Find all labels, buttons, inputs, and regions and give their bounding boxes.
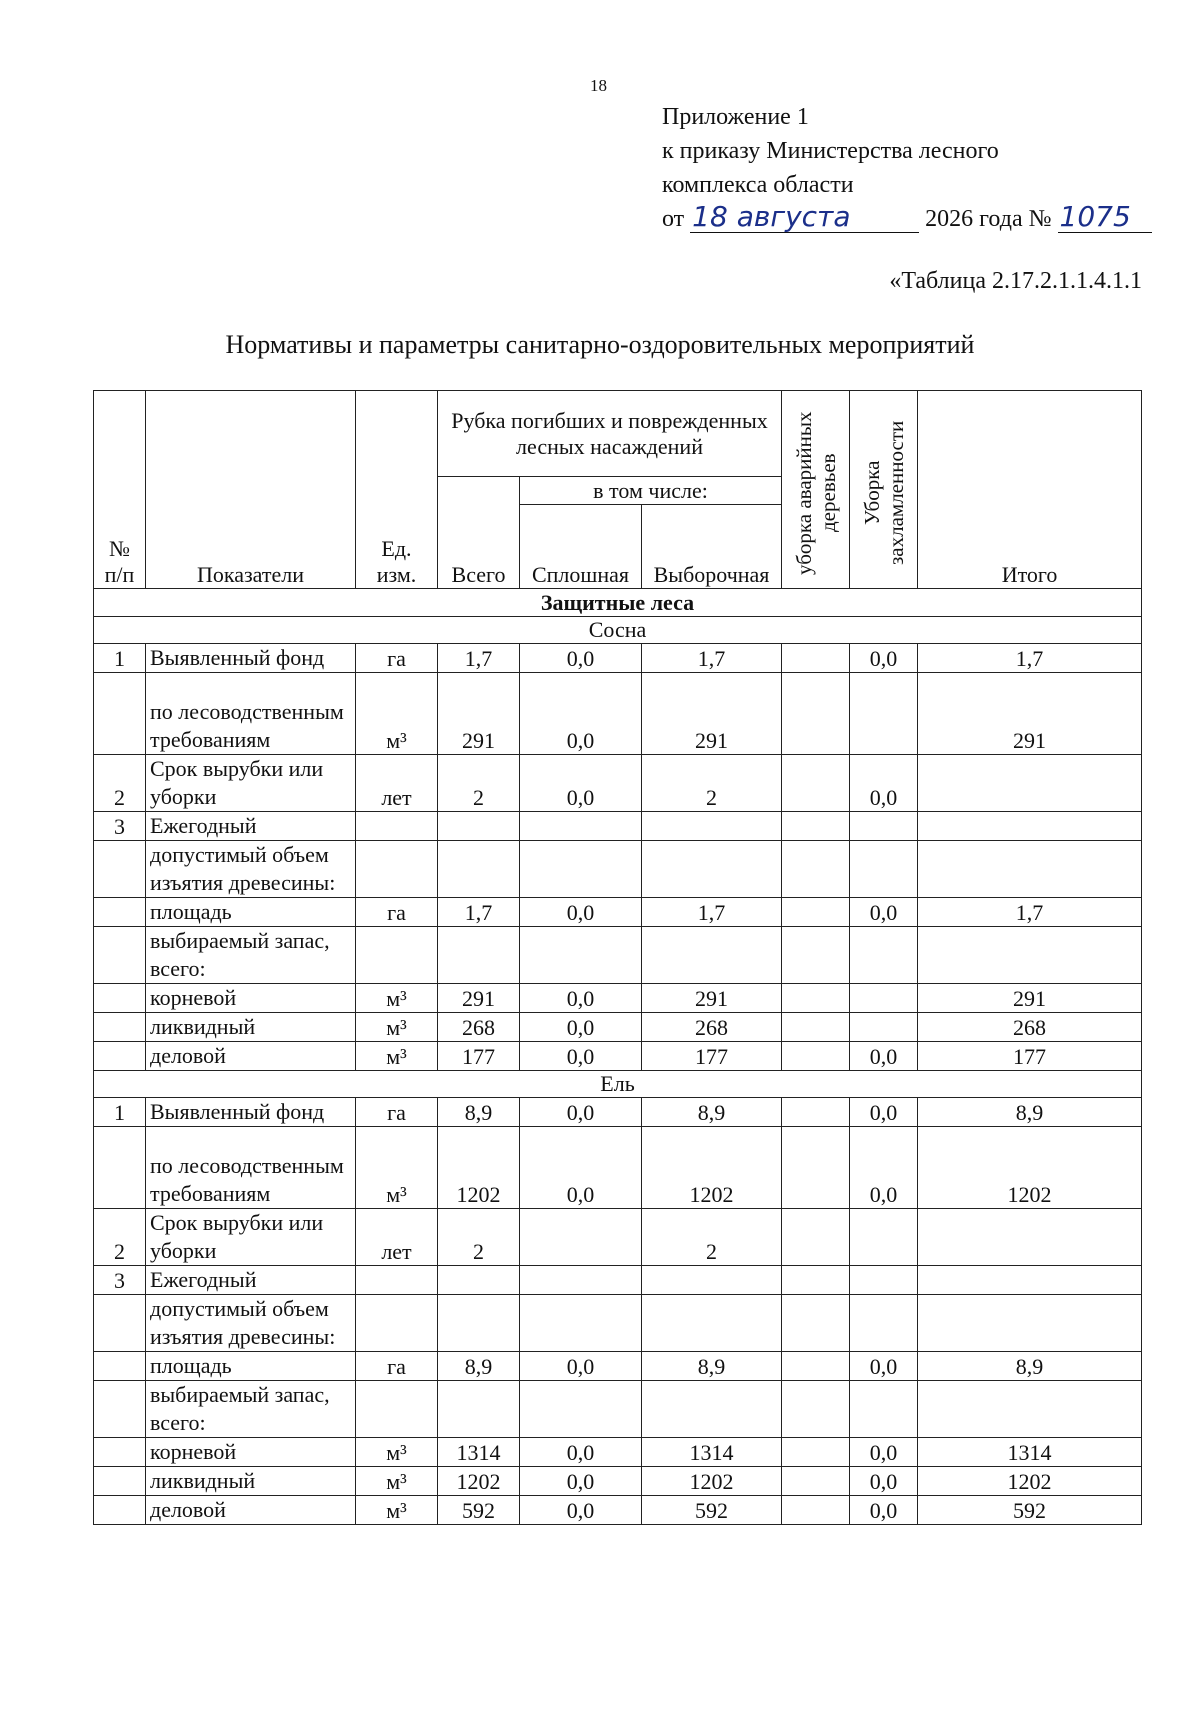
- cell-emergency: [782, 841, 850, 898]
- cell-total: [438, 1295, 520, 1352]
- cell-clear: 0,0: [520, 1098, 642, 1127]
- cell-label: выбираемый запас, всего:: [146, 1381, 356, 1438]
- cell-emergency: [782, 812, 850, 841]
- cell-selective: [642, 1266, 782, 1295]
- cell-selective: 291: [642, 984, 782, 1013]
- species-header: Ель: [94, 1071, 1142, 1098]
- cell-clear: 0,0: [520, 1013, 642, 1042]
- table-row: [94, 1042, 1142, 1071]
- from-label: от: [662, 206, 685, 232]
- table-row: [94, 755, 1142, 812]
- cell-unit: га: [356, 644, 438, 673]
- cell-clutter: 0,0: [850, 1127, 918, 1209]
- cell-itogo: 268: [918, 1013, 1142, 1042]
- header-clear: Сплошная: [520, 505, 642, 589]
- table-row: [94, 1496, 1142, 1525]
- cell-clutter: 0,0: [850, 1467, 918, 1496]
- cell-total: [438, 927, 520, 984]
- cell-selective: 291: [642, 673, 782, 755]
- cell-clutter: [850, 1209, 918, 1266]
- cell-emergency: [782, 1042, 850, 1071]
- cell-clutter: [850, 673, 918, 755]
- cell-itogo: 291: [918, 984, 1142, 1013]
- cell-itogo: [918, 1209, 1142, 1266]
- cell-clear: [520, 841, 642, 898]
- cell-selective: [642, 812, 782, 841]
- cell-no: [94, 1295, 146, 1352]
- cell-emergency: [782, 1013, 850, 1042]
- cell-total: 1202: [438, 1127, 520, 1209]
- table-row: [94, 644, 1142, 673]
- cell-emergency: [782, 927, 850, 984]
- cell-emergency: [782, 755, 850, 812]
- cell-clutter: 0,0: [850, 1098, 918, 1127]
- header-including: в том числе:: [520, 477, 782, 505]
- cell-clear: 0,0: [520, 1042, 642, 1071]
- cell-label: Срок вырубки или уборки: [146, 755, 356, 812]
- cell-unit: м³: [356, 1467, 438, 1496]
- cell-unit: [356, 927, 438, 984]
- section-header: Защитные леса: [94, 589, 1142, 617]
- cell-clear: 0,0: [520, 898, 642, 927]
- cell-total: 1314: [438, 1438, 520, 1467]
- cell-no: 1: [94, 1098, 146, 1127]
- cell-selective: 1202: [642, 1127, 782, 1209]
- cell-itogo: [918, 927, 1142, 984]
- cell-emergency: [782, 673, 850, 755]
- cell-selective: 2: [642, 755, 782, 812]
- table-row: [94, 1127, 1142, 1209]
- cell-emergency: [782, 644, 850, 673]
- appendix-line-4: [662, 202, 1152, 236]
- appendix-line-3: комплекса области: [662, 172, 854, 198]
- cell-unit: лет: [356, 755, 438, 812]
- norms-table: [93, 390, 1142, 1525]
- cell-clutter: 0,0: [850, 755, 918, 812]
- cell-total: 2: [438, 1209, 520, 1266]
- cell-total: 1,7: [438, 644, 520, 673]
- cell-label: выбираемый запас, всего:: [146, 927, 356, 984]
- cell-no: 2: [94, 1209, 146, 1266]
- cell-label: допустимый объем изъятия древесины:: [146, 841, 356, 898]
- cell-unit: м³: [356, 1127, 438, 1209]
- cell-total: [438, 1381, 520, 1438]
- cell-no: [94, 841, 146, 898]
- cell-emergency: [782, 1127, 850, 1209]
- cell-label: Выявленный фонд: [146, 644, 356, 673]
- cell-clear: [520, 927, 642, 984]
- cell-selective: [642, 1381, 782, 1438]
- document-title: Нормативы и параметры санитарно-оздоровительных мероприятий: [225, 330, 975, 359]
- cell-unit: [356, 1381, 438, 1438]
- cell-clear: 0,0: [520, 1352, 642, 1381]
- table-row: [94, 1013, 1142, 1042]
- cell-no: [94, 673, 146, 755]
- cell-clutter: [850, 927, 918, 984]
- header-emergency: [782, 391, 850, 589]
- cell-selective: 1202: [642, 1467, 782, 1496]
- table-row: [94, 841, 1142, 898]
- cell-no: [94, 1438, 146, 1467]
- table-label: «Таблица 2.17.2.1.1.4.1.1: [889, 268, 1142, 294]
- cell-itogo: [918, 1266, 1142, 1295]
- table-row: [94, 1266, 1142, 1295]
- cell-selective: [642, 841, 782, 898]
- cell-selective: 1314: [642, 1438, 782, 1467]
- cell-itogo: 1,7: [918, 644, 1142, 673]
- cell-emergency: [782, 1496, 850, 1525]
- cell-clear: [520, 1266, 642, 1295]
- cell-itogo: 1202: [918, 1127, 1142, 1209]
- cell-total: 2: [438, 755, 520, 812]
- cell-no: [94, 927, 146, 984]
- cell-total: 268: [438, 1013, 520, 1042]
- cell-clear: 0,0: [520, 984, 642, 1013]
- cell-label: площадь: [146, 898, 356, 927]
- cell-itogo: 1314: [918, 1438, 1142, 1467]
- cell-emergency: [782, 1438, 850, 1467]
- cell-clutter: 0,0: [850, 1438, 918, 1467]
- cell-no: [94, 1352, 146, 1381]
- cell-emergency: [782, 984, 850, 1013]
- cell-total: 8,9: [438, 1352, 520, 1381]
- cell-unit: м³: [356, 1496, 438, 1525]
- cell-itogo: 1202: [918, 1467, 1142, 1496]
- cell-clear: [520, 1381, 642, 1438]
- cell-total: [438, 1266, 520, 1295]
- cell-unit: лет: [356, 1209, 438, 1266]
- cell-clear: [520, 1295, 642, 1352]
- cell-selective: 268: [642, 1013, 782, 1042]
- cell-total: [438, 812, 520, 841]
- table-row: [94, 1467, 1142, 1496]
- header-itogo: Итого: [918, 391, 1142, 589]
- header-total: Всего: [438, 477, 520, 589]
- cell-unit: м³: [356, 984, 438, 1013]
- cell-itogo: 592: [918, 1496, 1142, 1525]
- table-row: [94, 927, 1142, 984]
- cell-clutter: [850, 812, 918, 841]
- cell-no: [94, 1496, 146, 1525]
- table-row: [94, 673, 1142, 755]
- table-row: [94, 1381, 1142, 1438]
- cell-itogo: 177: [918, 1042, 1142, 1071]
- page-number: 18: [590, 76, 607, 95]
- cell-emergency: [782, 1381, 850, 1438]
- cell-clutter: [850, 841, 918, 898]
- cell-label: Срок вырубки или уборки: [146, 1209, 356, 1266]
- cell-clear: 0,0: [520, 1467, 642, 1496]
- table-row: [94, 812, 1142, 841]
- cell-unit: га: [356, 1352, 438, 1381]
- cell-clutter: 0,0: [850, 1496, 918, 1525]
- cell-total: 592: [438, 1496, 520, 1525]
- cell-emergency: [782, 1295, 850, 1352]
- cell-itogo: 1,7: [918, 898, 1142, 927]
- cell-unit: га: [356, 1098, 438, 1127]
- cell-itogo: 8,9: [918, 1352, 1142, 1381]
- cell-label: корневой: [146, 984, 356, 1013]
- cell-clutter: [850, 984, 918, 1013]
- cell-itogo: [918, 1295, 1142, 1352]
- cell-unit: [356, 1295, 438, 1352]
- cell-selective: 8,9: [642, 1352, 782, 1381]
- cell-clutter: 0,0: [850, 898, 918, 927]
- cell-selective: 592: [642, 1496, 782, 1525]
- cell-itogo: [918, 755, 1142, 812]
- cell-no: 2: [94, 755, 146, 812]
- appendix-line-2: к приказу Министерства лесного: [662, 138, 999, 164]
- cell-clutter: 0,0: [850, 644, 918, 673]
- cell-clear: [520, 1209, 642, 1266]
- cell-label: ликвидный: [146, 1013, 356, 1042]
- header-unit: Ед. изм.: [356, 391, 438, 589]
- cell-clear: 0,0: [520, 1438, 642, 1467]
- header-selective: Выборочная: [642, 505, 782, 589]
- cell-selective: 2: [642, 1209, 782, 1266]
- cell-emergency: [782, 1098, 850, 1127]
- cell-no: [94, 898, 146, 927]
- cell-label: по лесоводственным требованиям: [146, 1127, 356, 1209]
- table-row: [94, 984, 1142, 1013]
- header-clutter-text: Уборка захламленности: [859, 420, 908, 566]
- table-row: [94, 1438, 1142, 1467]
- cell-emergency: [782, 1467, 850, 1496]
- cell-unit: м³: [356, 673, 438, 755]
- cell-itogo: [918, 841, 1142, 898]
- cell-unit: м³: [356, 1438, 438, 1467]
- cell-label: деловой: [146, 1042, 356, 1071]
- header-clutter: [850, 391, 918, 589]
- cell-total: 8,9: [438, 1098, 520, 1127]
- table-row: [94, 1209, 1142, 1266]
- cell-unit: га: [356, 898, 438, 927]
- cell-emergency: [782, 1209, 850, 1266]
- cell-emergency: [782, 1266, 850, 1295]
- cell-total: 291: [438, 673, 520, 755]
- table-row: [94, 1352, 1142, 1381]
- cell-no: [94, 1467, 146, 1496]
- header-felling: Рубка погибших и поврежденных лесных насаждений: [438, 391, 782, 477]
- table-body: [94, 589, 1142, 1525]
- cell-label: Выявленный фонд: [146, 1098, 356, 1127]
- year-label: 2026 года №: [925, 206, 1052, 232]
- cell-unit: м³: [356, 1013, 438, 1042]
- cell-total: 1,7: [438, 898, 520, 927]
- cell-no: 3: [94, 1266, 146, 1295]
- appendix-line-1: Приложение 1: [662, 104, 809, 130]
- cell-label: по лесоводственным требованиям: [146, 673, 356, 755]
- cell-selective: 1,7: [642, 644, 782, 673]
- header-indicators: Показатели: [146, 391, 356, 589]
- cell-selective: 8,9: [642, 1098, 782, 1127]
- cell-label: ликвидный: [146, 1467, 356, 1496]
- table-row: [94, 898, 1142, 927]
- cell-clutter: [850, 1295, 918, 1352]
- cell-unit: [356, 1266, 438, 1295]
- species-header: Сосна: [94, 617, 1142, 644]
- header-no: № п/п: [94, 391, 146, 589]
- cell-clutter: 0,0: [850, 1352, 918, 1381]
- cell-no: [94, 1127, 146, 1209]
- cell-unit: м³: [356, 1042, 438, 1071]
- header-emergency-text: уборка аварийных деревьев: [791, 411, 840, 575]
- appendix-block: [662, 100, 1152, 236]
- cell-itogo: [918, 1381, 1142, 1438]
- cell-label: корневой: [146, 1438, 356, 1467]
- cell-total: 291: [438, 984, 520, 1013]
- cell-no: 1: [94, 644, 146, 673]
- cell-itogo: 291: [918, 673, 1142, 755]
- cell-itogo: [918, 812, 1142, 841]
- cell-label: допустимый объем изъятия древесины:: [146, 1295, 356, 1352]
- cell-clear: 0,0: [520, 755, 642, 812]
- cell-clutter: [850, 1381, 918, 1438]
- handwritten-number: 1075: [1058, 202, 1152, 233]
- cell-label: Ежегодный: [146, 812, 356, 841]
- cell-selective: [642, 927, 782, 984]
- cell-clutter: 0,0: [850, 1042, 918, 1071]
- cell-emergency: [782, 1352, 850, 1381]
- cell-unit: [356, 841, 438, 898]
- cell-label: площадь: [146, 1352, 356, 1381]
- cell-no: [94, 1042, 146, 1071]
- cell-total: 1202: [438, 1467, 520, 1496]
- cell-selective: [642, 1295, 782, 1352]
- table-row: [94, 1295, 1142, 1352]
- cell-no: [94, 1381, 146, 1438]
- cell-label: деловой: [146, 1496, 356, 1525]
- cell-clutter: [850, 1266, 918, 1295]
- cell-clear: 0,0: [520, 673, 642, 755]
- cell-selective: 1,7: [642, 898, 782, 927]
- cell-emergency: [782, 898, 850, 927]
- table-row: [94, 1098, 1142, 1127]
- cell-no: [94, 984, 146, 1013]
- cell-clear: 0,0: [520, 1127, 642, 1209]
- cell-clutter: [850, 1013, 918, 1042]
- cell-no: [94, 1013, 146, 1042]
- cell-label: Ежегодный: [146, 1266, 356, 1295]
- cell-clear: 0,0: [520, 1496, 642, 1525]
- cell-clear: [520, 812, 642, 841]
- cell-no: 3: [94, 812, 146, 841]
- cell-selective: 177: [642, 1042, 782, 1071]
- handwritten-date: 18 августа: [690, 202, 919, 233]
- cell-itogo: 8,9: [918, 1098, 1142, 1127]
- cell-total: [438, 841, 520, 898]
- cell-clear: 0,0: [520, 644, 642, 673]
- cell-total: 177: [438, 1042, 520, 1071]
- cell-unit: [356, 812, 438, 841]
